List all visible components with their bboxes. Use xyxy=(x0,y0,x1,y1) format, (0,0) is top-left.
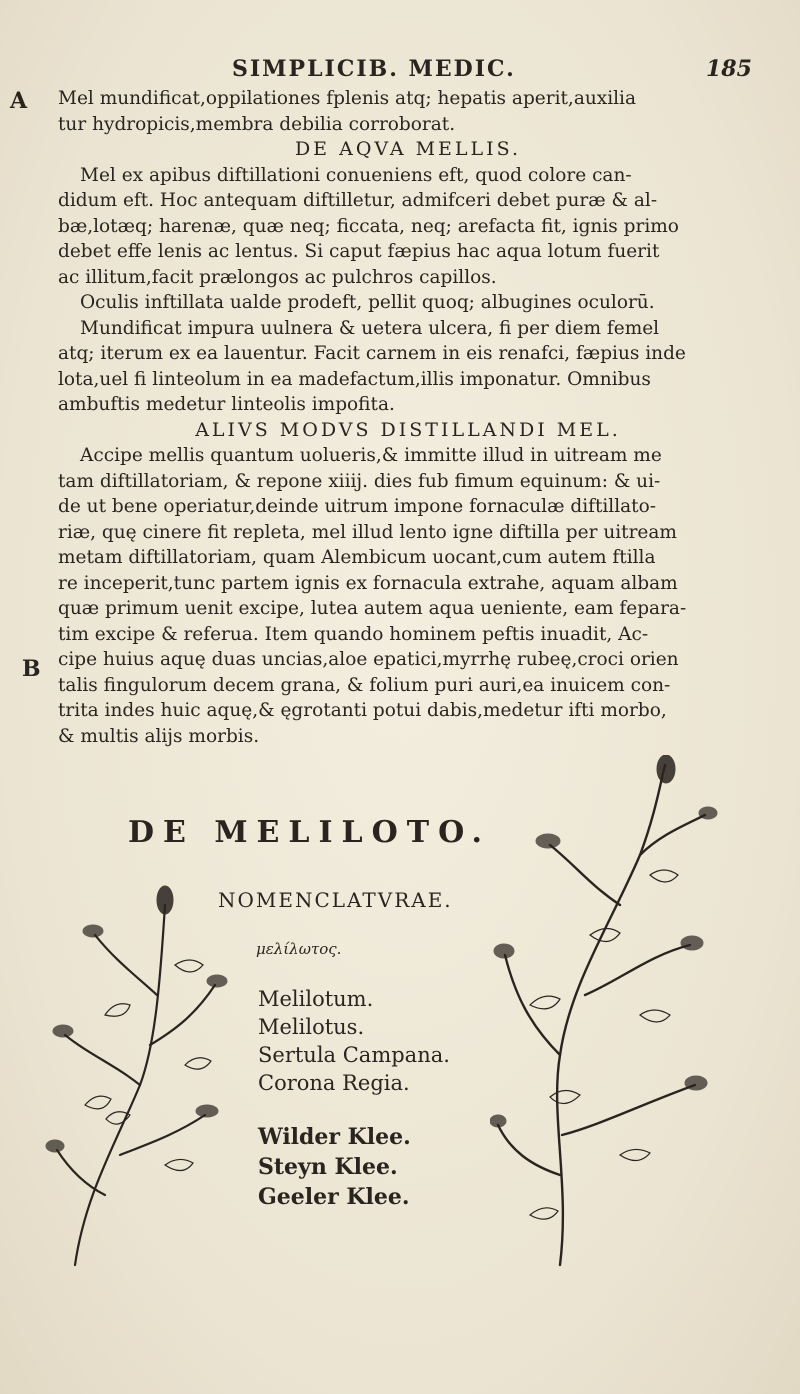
latin-name: Melilotum. xyxy=(258,987,374,1011)
text-line: Accipe mellis quantum uolueris,& immitte illud in uitream me xyxy=(80,445,662,466)
text-line: quæ primum uenit excipe, lutea autem aqua ueniente, eam fepara- xyxy=(58,598,687,619)
latin-names-list xyxy=(258,985,450,1097)
text-line: debet effe lenis ac lentus. Si caput fæpius hac aqua lotum fuerit xyxy=(58,241,660,262)
text-line: Mel mundificat,oppilationes fplenis atq; hepatis aperit,auxilia xyxy=(58,88,636,109)
margin-letter-b: B xyxy=(22,656,41,682)
latin-name: Sertula Campana. xyxy=(258,1043,450,1067)
running-head: SIMPLICIB. MEDIC. xyxy=(232,56,516,82)
text-line: Oculis inftillata ualde prodeft, pellit quoq; albugines oculorū. xyxy=(80,292,655,313)
text-line: ac illitum,facit prælongos ac pulchros capillos. xyxy=(58,266,497,288)
text-line: tim excipe & referua. Item quando hominem peftis inuadit, Ac- xyxy=(58,623,649,645)
text-line: tam diftillatoriam, & repone xiiij. dies fub fimum equinum: & ui- xyxy=(58,470,661,492)
text-line: re inceperit,tunc partem ignis ex fornacula extrahe, aquam albam xyxy=(58,572,678,594)
text-line: riæ, quę cinere fit repleta, mel illud lento igne diftilla per uitream xyxy=(58,521,677,543)
text-line: metam diftillatoriam, quam Alembicum uocant,cum autem ftilla xyxy=(58,547,656,568)
text-line: ambuftis medetur linteolis impofita. xyxy=(58,394,395,415)
page-header xyxy=(0,56,800,86)
text-line: tur hydropicis,membra debilia corroborat. xyxy=(58,113,456,135)
text-line: didum eft. Hoc antequam diftilletur, admifceri debet puræ & al- xyxy=(58,190,658,211)
text-line: bæ,lotæq; harenæ, quæ neq; ficcata, neq; arefacta fit, ignis primo xyxy=(58,215,679,237)
body-text xyxy=(58,86,758,749)
text-line: trita indes huic aquę,& ęgrotanti potui dabis,medetur ifti morbo, xyxy=(58,700,667,721)
section-title: DE MELILOTO. xyxy=(128,815,491,850)
latin-name: Corona Regia. xyxy=(258,1071,410,1095)
melilot-woodcut-left-icon xyxy=(45,865,245,1275)
german-names-list xyxy=(258,1122,411,1212)
section-heading: DE AQVA MELLIS. xyxy=(294,138,522,160)
text-line: de ut bene operiatur,deinde uitrum impone fornaculæ diftillato- xyxy=(58,496,656,517)
text-line: cipe huius aquę duas uncias,aloe epatici,myrrhę rubeę,croci orien xyxy=(58,649,679,670)
nomenclature-heading: NOMENCLATVRAE. xyxy=(218,888,453,912)
text-line: atq; iterum ex ea lauentur. Facit carnem in eis renafci, fæpius inde xyxy=(58,343,686,364)
text-line: lota,uel fi linteolum in ea madefactum,illis imponatur. Omnibus xyxy=(58,368,651,390)
text-line: talis fingulorum decem grana, & folium puri auri,ea inuicem con- xyxy=(58,674,671,696)
section-heading: ALIVS MODVS DISTILLANDI MEL. xyxy=(195,418,621,441)
german-name: Wilder Klee. xyxy=(258,1124,411,1150)
page-number: 185 xyxy=(706,56,752,82)
greek-name: μελίλωτος. xyxy=(256,940,342,958)
text-line: & multis alijs morbis. xyxy=(58,725,260,747)
melilot-woodcut-right-icon xyxy=(490,755,720,1275)
german-name: Geeler Klee. xyxy=(258,1184,410,1210)
text-line: Mel ex apibus diftillationi conueniens eft, quod colore can- xyxy=(80,164,632,186)
latin-name: Melilotus. xyxy=(258,1015,365,1039)
text-line: Mundificat impura uulnera & uetera ulcera, fi per diem femel xyxy=(80,317,660,339)
german-name: Steyn Klee. xyxy=(258,1154,398,1180)
margin-letter-a: A xyxy=(10,88,28,114)
